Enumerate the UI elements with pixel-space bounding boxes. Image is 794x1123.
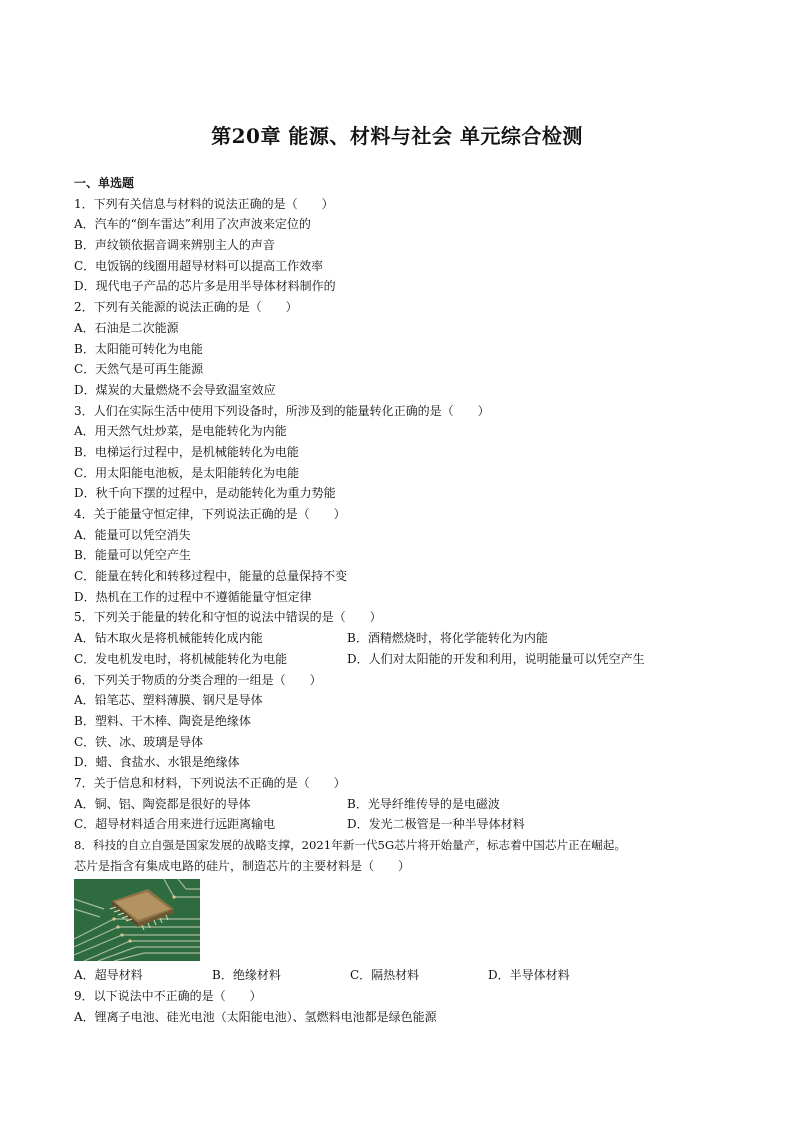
- question-8-option-a: A．超导材料: [74, 968, 143, 983]
- question-4-option-c: C．能量在转化和转移过程中，能量的总量保持不变: [74, 569, 348, 584]
- question-6-option-d: D．蜡、食盐水、水银是绝缘体: [74, 755, 240, 770]
- question-3-stem: 3．人们在实际生活中使用下列设备时，所涉及到的能量转化正确的是（ ）: [74, 403, 490, 418]
- question-2-stem: 2．下列有关能源的说法正确的是（ ）: [74, 300, 298, 315]
- question-2-option-b: B．太阳能可转化为电能: [74, 341, 203, 356]
- chip-illustration: [74, 879, 200, 961]
- question-1-stem: 1．下列有关信息与材料的说法正确的是（ ）: [74, 196, 334, 211]
- question-4-stem: 4．关于能量守恒定律，下列说法正确的是（ ）: [74, 507, 346, 521]
- question-5-option-a: A．钻木取火是将机械能转化成内能: [74, 631, 263, 646]
- question-4-option-a: A．能量可以凭空消失: [74, 527, 191, 542]
- question-8-stem-line-2: 芯片是指含有集成电路的硅片，制造芯片的主要材料是（ ）: [74, 858, 411, 873]
- question-3-option-c: C．用太阳能电池板，是太阳能转化为电能: [74, 465, 300, 480]
- question-8-option-b: B．绝缘材料: [212, 968, 281, 983]
- question-7-option-d: D．发光二极管是一种半导体材料: [347, 817, 525, 832]
- question-6-option-c: C．铁、冰、玻璃是导体: [74, 734, 204, 749]
- question-1-option-b: B．声纹锁依据音调来辨别主人的声音: [74, 238, 275, 253]
- question-8-options-row: [74, 965, 764, 986]
- question-5-option-c: C．发电机发电时，将机械能转化为电能: [74, 651, 288, 666]
- page-title: 第20章 能源、材料与社会 单元综合检测: [211, 124, 583, 148]
- question-7-option-b: B．光导纤维传导的是电磁波: [347, 796, 500, 811]
- section-heading: 一、单选题: [74, 176, 135, 190]
- question-6-option-b: B．塑料、干木棒、陶瓷是绝缘体: [74, 713, 251, 728]
- question-8-option-d: D．半导体材料: [488, 968, 570, 983]
- question-2-option-a: A．石油是二次能源: [74, 320, 179, 335]
- question-6-stem: 6．下列关于物质的分类合理的一组是（ ）: [74, 672, 322, 687]
- question-2-option-c: C．天然气是可再生能源: [74, 362, 204, 377]
- question-4-option-d: D．热机在工作的过程中不遵循能量守恒定律: [74, 589, 312, 604]
- question-2-option-d: D．煤炭的大量燃烧不会导致温室效应: [74, 382, 276, 397]
- question-3-option-b: B．电梯运行过程中，是机械能转化为电能: [74, 444, 299, 459]
- question-8-option-c: C．隔热材料: [350, 968, 420, 983]
- question-6-option-a: A．铅笔芯、塑料薄膜、钢尺是导体: [74, 693, 263, 708]
- question-7-stem: 7．关于信息和材料，下列说法不正确的是（ ）: [74, 775, 346, 790]
- question-1-option-c: C．电饭锅的线圈用超导材料可以提高工作效率: [74, 258, 324, 273]
- document-body: [74, 173, 764, 1027]
- question-3-option-d: D．秋千向下摆的过程中，是动能转化为重力势能: [74, 486, 336, 501]
- question-7-options-row-1: [74, 794, 764, 815]
- question-3-option-a: A．用天然气灶炒菜，是电能转化为内能: [74, 424, 287, 439]
- question-7-option-a: A．铜、铝、陶瓷都是很好的导体: [74, 796, 251, 811]
- question-1-option-d: D．现代电子产品的芯片多是用半导体材料制作的: [74, 279, 336, 294]
- question-9-option-a: A．锂离子电池、硅光电池（太阳能电池）、氢燃料电池都是绿色能源: [74, 1009, 437, 1024]
- question-7-option-c: C．超导材料适合用来进行远距离输电: [74, 817, 276, 832]
- question-1-option-a: A．汽车的“倒车雷达”利用了次声波来定位的: [74, 217, 311, 232]
- question-7-options-row-2: [74, 814, 764, 835]
- question-5-options-row-2: [74, 649, 764, 670]
- chip-image: [74, 879, 200, 961]
- question-4-option-b: B．能量可以凭空产生: [74, 548, 191, 563]
- question-5-stem: 5．下列关于能量的转化和守恒的说法中错误的是（ ）: [74, 610, 382, 625]
- question-5-option-b: B．酒精燃烧时，将化学能转化为内能: [347, 631, 548, 646]
- question-9-stem: 9．以下说法中不正确的是（ ）: [74, 989, 262, 1004]
- question-5-options-row-1: [74, 628, 764, 649]
- question-5-option-d: D．人们对太阳能的开发和利用，说明能量可以凭空产生: [347, 651, 645, 666]
- question-8-stem-line-1: 8．科技的自立自强是国家发展的战略支撑，2021年新一代5G芯片将开始量产，标志着中国芯片正在崛起。: [74, 838, 627, 852]
